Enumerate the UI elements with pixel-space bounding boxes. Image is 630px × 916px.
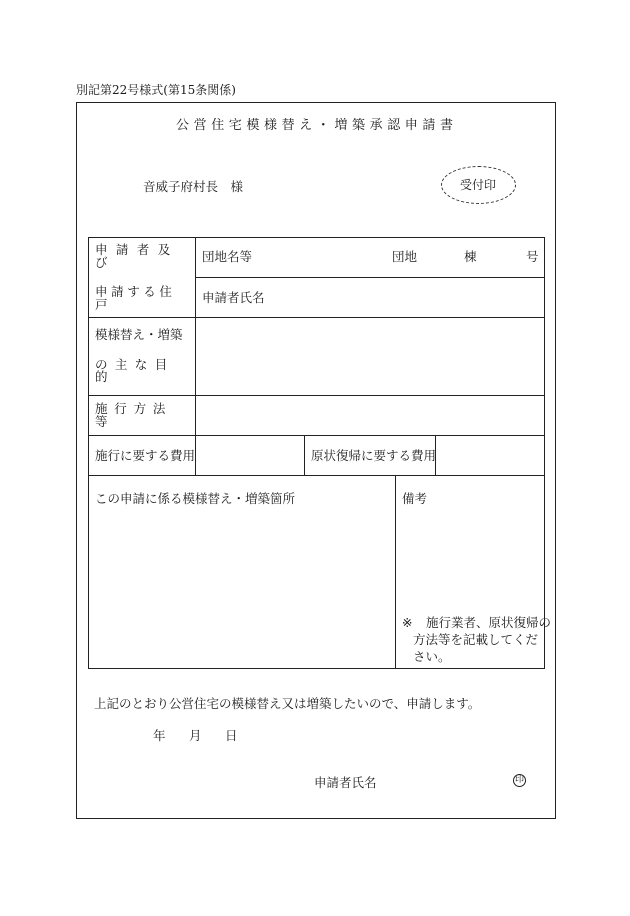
location-cell[interactable]: [89, 476, 396, 669]
remarks-label: 備考: [402, 491, 428, 506]
signature-label: 申請者氏名: [314, 775, 377, 790]
purpose-label-line-1: 模様替え・増築: [95, 327, 183, 343]
date-year: 年: [153, 728, 166, 743]
purpose-label-cell: [89, 318, 196, 396]
cost-label-cell: [89, 436, 196, 476]
applicant-name-label: 申請者氏名: [202, 290, 265, 305]
applicant-label-line-1: 申請者及び: [95, 242, 179, 270]
application-table: [88, 237, 552, 669]
purpose-label-line-2: の主な目的: [95, 356, 175, 385]
cost-label: 施行に要する費用: [95, 448, 196, 463]
remarks-note-line-2: 方法等を記載してくだ: [413, 632, 539, 647]
estate-label: 団地名等: [202, 249, 253, 264]
estate-unit: 団地: [392, 249, 418, 264]
location-label: この申請に係る模様替え・増築箇所: [95, 491, 296, 506]
restore-cost-field[interactable]: [436, 436, 545, 476]
building-unit: 棟: [464, 249, 477, 264]
cost-field[interactable]: [196, 436, 305, 476]
restore-cost-label: 原状復帰に要する費用: [311, 448, 437, 463]
number-unit: 号: [526, 249, 539, 264]
reception-stamp-label: 受付印: [460, 178, 497, 192]
seal-mark: 印: [514, 775, 524, 785]
applicant-name-cell[interactable]: [196, 278, 545, 318]
applicant-section-label-cell: [89, 238, 196, 318]
applicant-label-line-2: 申請する住戸: [95, 284, 176, 312]
method-label-cell: [89, 396, 196, 436]
remarks-note-line-1: 施行業者、原状復帰の: [426, 615, 552, 630]
form-number: 別記第22号様式(第15条関係): [76, 83, 236, 97]
method-label: 施行方法等: [95, 401, 173, 429]
remarks-note-line-3: さい。: [413, 649, 451, 664]
remarks-note-mark: ※: [402, 615, 413, 630]
closing-statement: 上記のとおり公営住宅の模様替え又は増築したいので、申請します。: [94, 696, 481, 711]
remarks-cell[interactable]: [396, 476, 552, 669]
addressee: 音威子府村長 様: [143, 179, 244, 194]
form-title: 公営住宅模様替え・増築承認申請書: [176, 118, 458, 133]
purpose-field[interactable]: [196, 318, 545, 396]
date-day: 日: [225, 728, 238, 743]
date-month: 月: [189, 728, 202, 743]
restore-cost-label-cell: [305, 436, 436, 476]
method-field[interactable]: [196, 396, 545, 436]
estate-cell[interactable]: [196, 238, 545, 278]
